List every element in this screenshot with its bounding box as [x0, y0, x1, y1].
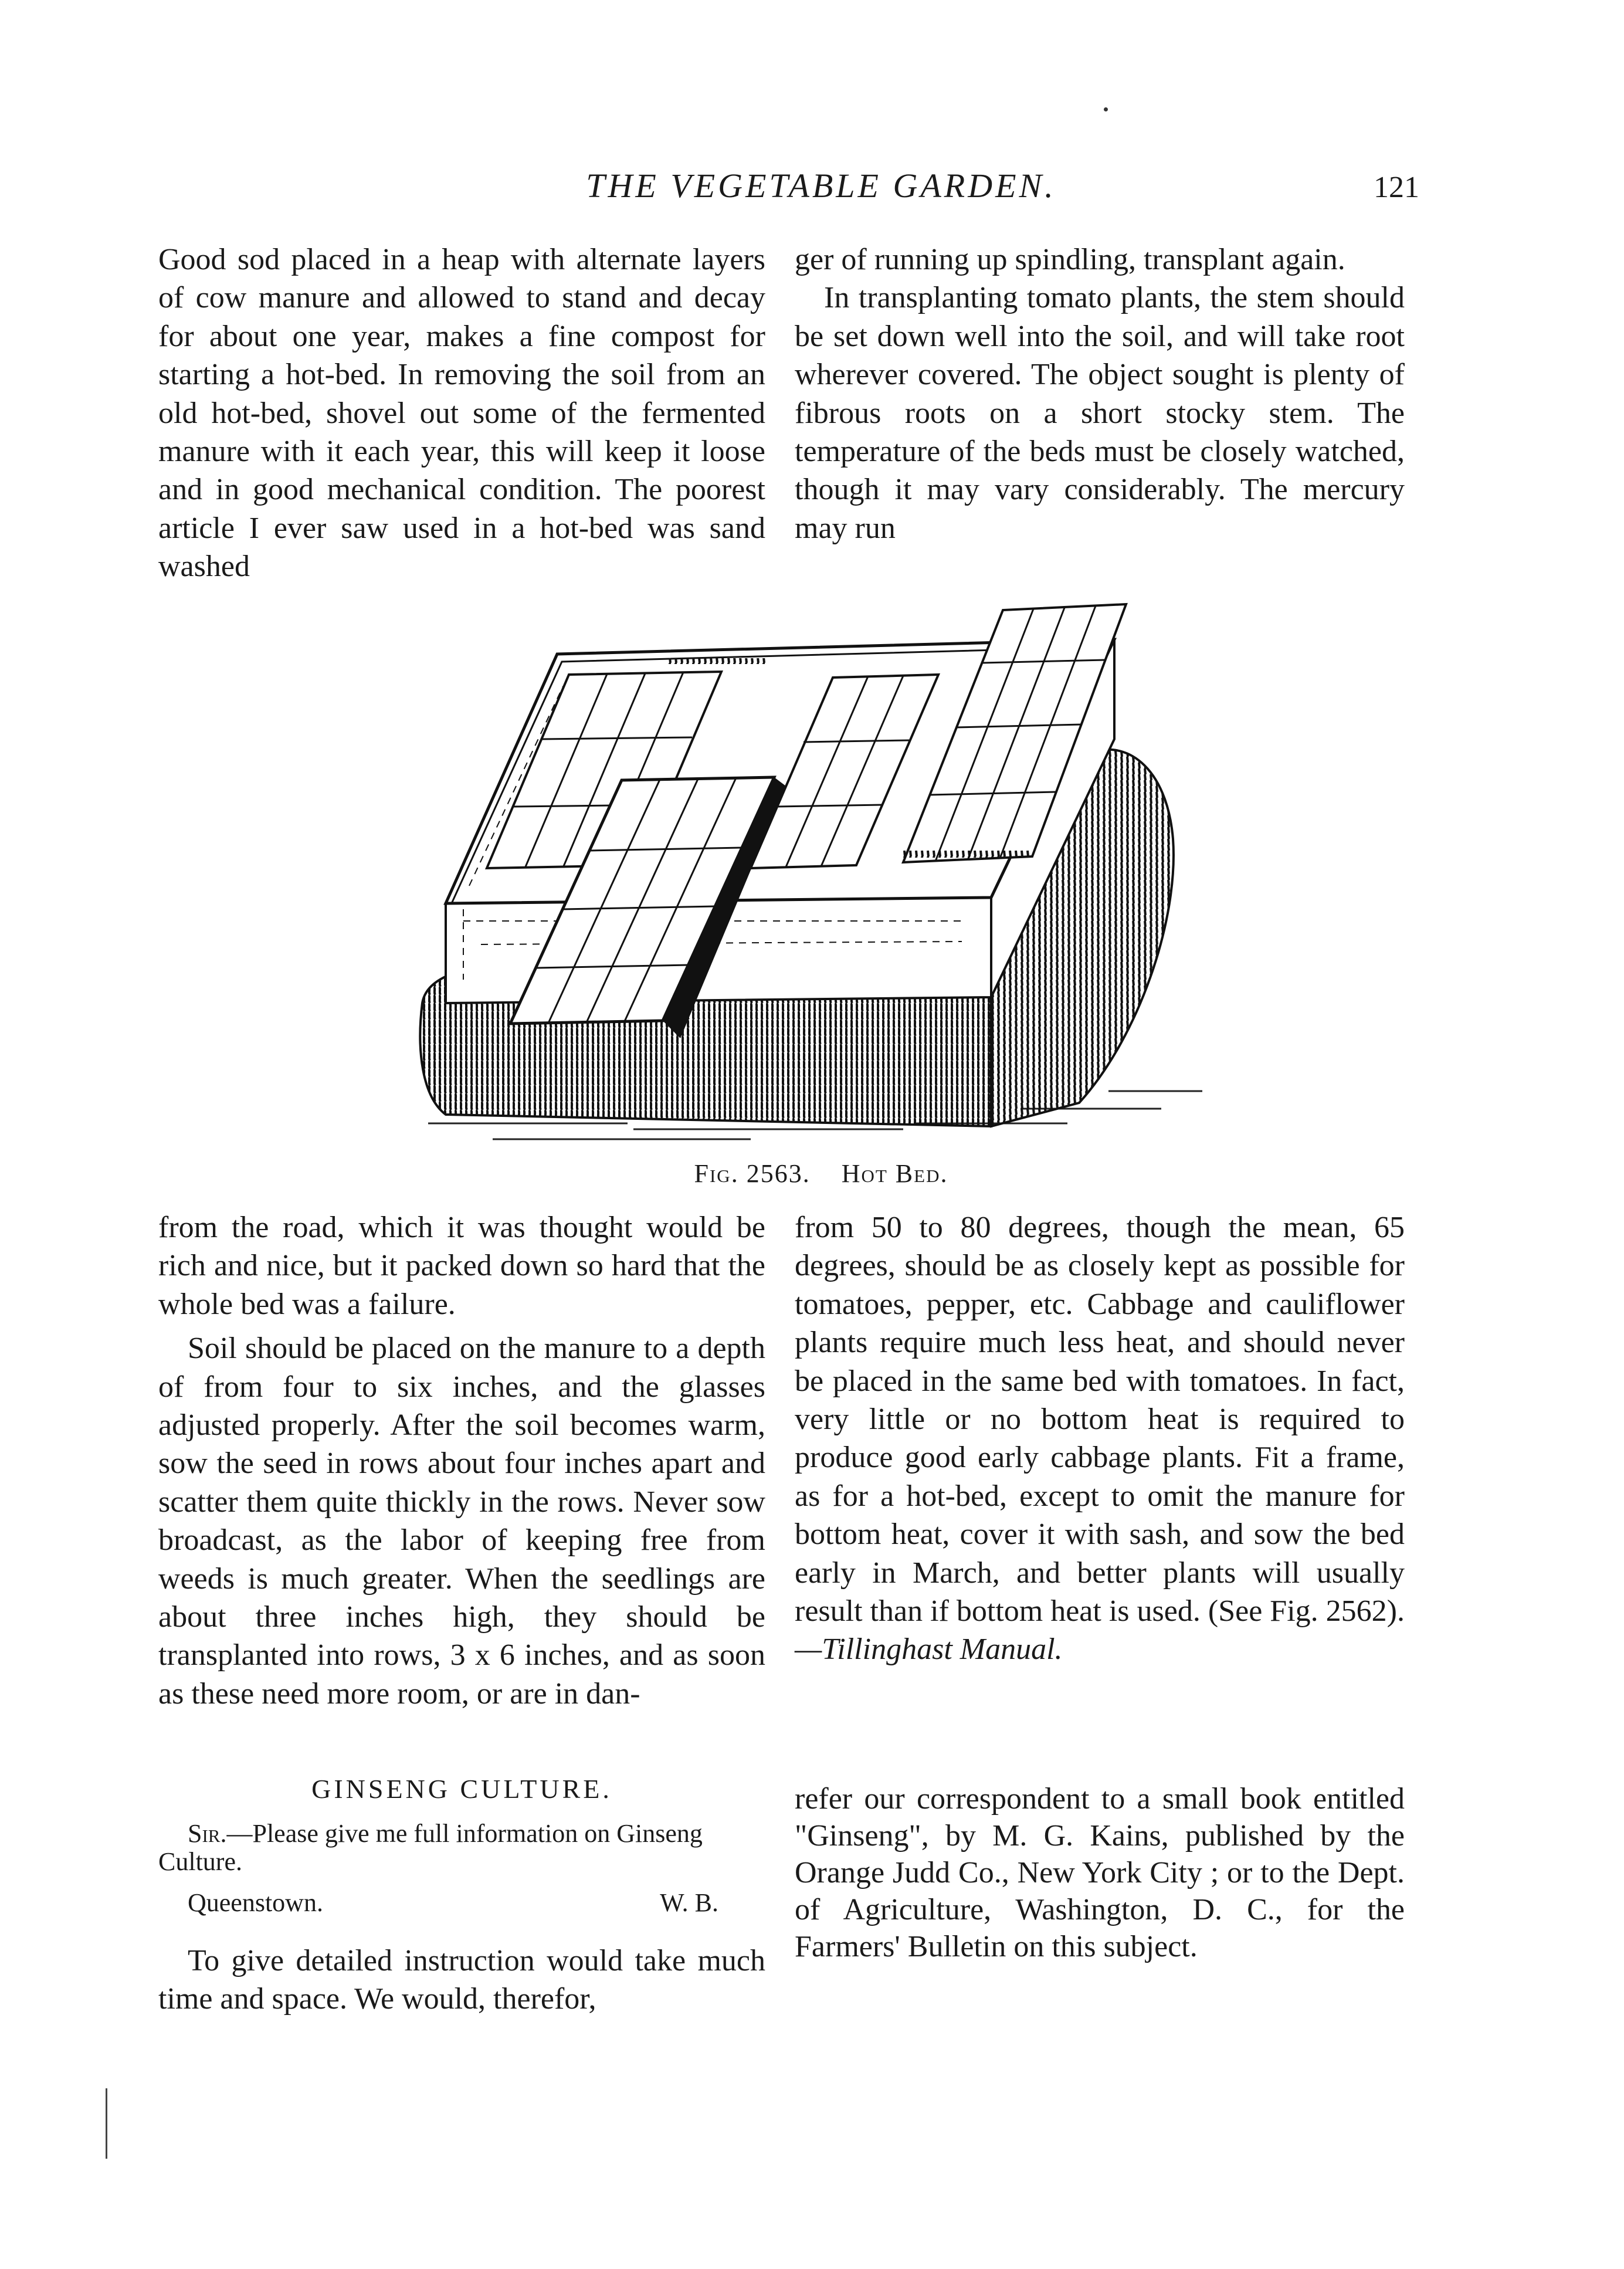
running-header: THE VEGETABLE GARDEN. — [586, 167, 1056, 205]
reply-paragraph: To give detailed instruction would take much time and space. We would, therefor, — [158, 1944, 765, 2016]
column-right-bottom — [795, 1780, 1405, 1965]
letter-signature — [158, 1887, 765, 1919]
page-number: 121 — [1374, 171, 1419, 204]
paragraph: Good sod placed in a heap with alternate layers of cow manure and allowed to stand and decay for about one year, makes a fine compost for starting a hot-bed. In removing the soil from an old hot-bed, shovel out some of the fermented manure with it each year, this will keep it loose and in good mechanical condition. The poorest article I ever saw used in a hot-bed was sand washed — [158, 243, 765, 584]
section-heading: GINSENG CULTURE. — [311, 1774, 612, 1804]
column-left-top — [158, 241, 765, 586]
paragraph: Soil should be placed on the manure to a depth of from four to six inches, and the glasses adjusted properly. After the soil becomes warm, sow the seed in rows about four inches apart and scatter them quite thickly in the rows. Never sow broadcast, as the labor of keeping free from weeds is much greater. When the seedlings are about three inches high, they should be transplanted into rows, 3 x 6 inches, and as soon as these need more room, or are in dan- — [158, 1332, 765, 1711]
letter-initials: W. B. — [660, 1888, 718, 1917]
figure-title: Hot Bed. — [841, 1159, 948, 1188]
ink-speck — [1104, 107, 1108, 111]
source-attribution: —Tillinghast Manual. — [795, 1633, 1063, 1667]
paragraph: In transplanting tomato plants, the stem should be set down well into the soil, and will take root wherever covered. The object sought is plenty of fibrous roots on a short stocky stem. The temperature of the beds must be closely watched, though it may vary considerably. The mercury may run — [795, 281, 1405, 545]
reply-continuation: refer our correspondent to a small book entitled "Ginseng", by M. G. Kains, published by the Orange Judd Co., New York City ; or to the Dept. of Agriculture, Washington, D. C., for the Farmers' Bulletin on this subject. — [795, 1782, 1405, 1963]
paragraph-continuation: from the road, which it was thought would be rich and nice, but it packed down so hard that the whole bed was a failure. — [158, 1211, 765, 1321]
column-left-middle — [158, 1208, 765, 1713]
column-right-middle — [795, 1208, 1405, 1669]
column-right-top — [795, 241, 1405, 547]
hot-bed-illustration — [375, 592, 1208, 1150]
paragraph-text: from 50 to 80 degrees, though the mean, 65 degrees, should be as closely kept as possible for tomatoes, pepper, etc. Cabbage and cauliflower plants require much less heat, and should never be placed in the same bed with tomatoes. In fact, very little or no bottom heat is required to produce good early cabbage plants. Fit a frame, as for a hot-bed, except to omit the manure for bottom heat, cover it with sash, and sow the bed early in March, and better plants will usually result than if bottom heat is used. (See Fig. 2562). — [795, 1211, 1405, 1628]
margin-mark — [106, 2088, 107, 2159]
figure-caption — [528, 1159, 1114, 1188]
letter-salutation: Sir. — [188, 1819, 227, 1848]
paragraph-continuation — [795, 1208, 1405, 1669]
figure-number: Fig. 2563. — [694, 1159, 811, 1188]
letter-place: Queenstown. — [188, 1888, 323, 1917]
column-left-bottom — [158, 1772, 765, 2019]
letter-text: —Please give me full information on Ginseng Culture. — [158, 1819, 703, 1876]
reader-letter — [158, 1820, 765, 1876]
paragraph-continuation: ger of running up spindling, transplant again. — [795, 243, 1345, 276]
